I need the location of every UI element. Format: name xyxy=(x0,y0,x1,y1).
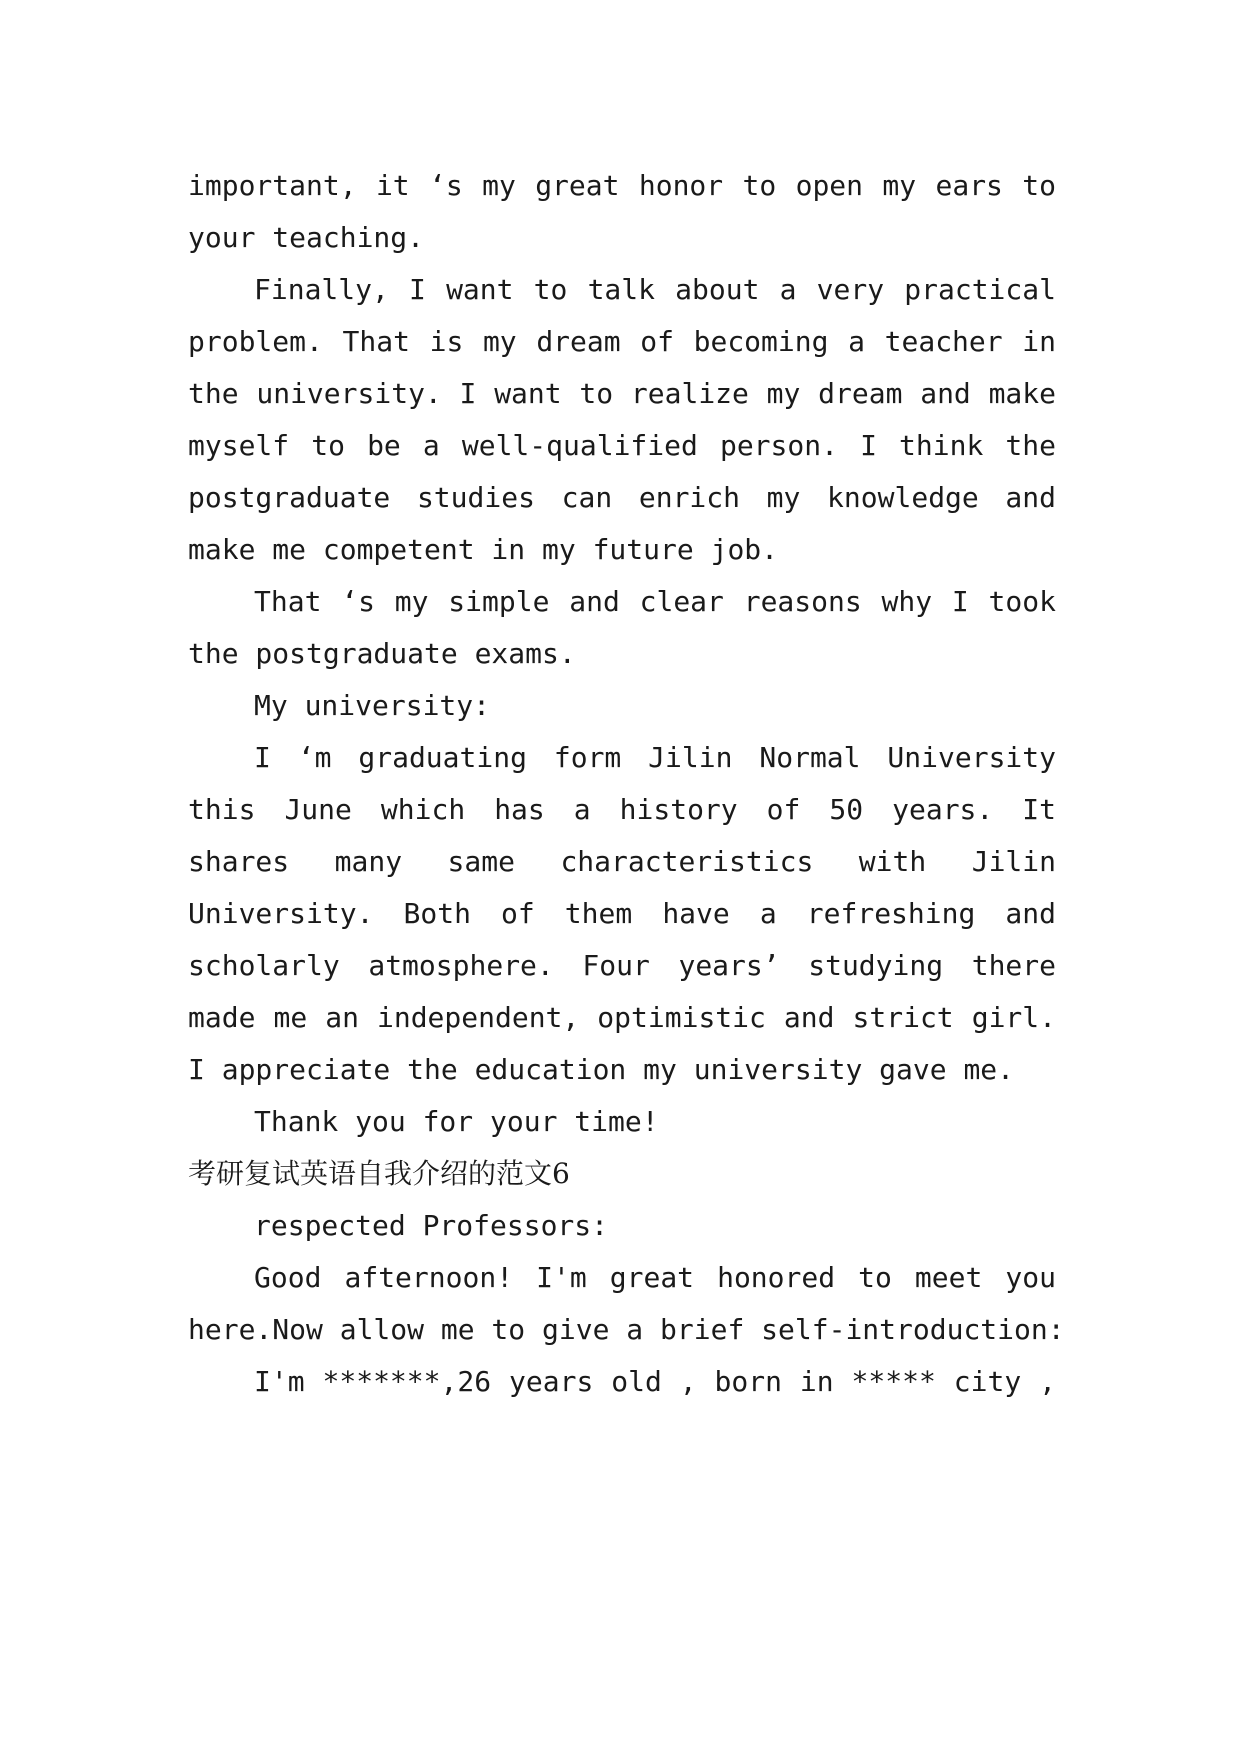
paragraph-line: problem. That is my dream of becoming a teacher in xyxy=(188,325,1056,358)
paragraph-line: I appreciate the education my university gave me. xyxy=(188,1053,1015,1086)
paragraph-line: That ‘s my simple and clear reasons why I took xyxy=(254,585,1056,618)
section-label: My university: xyxy=(254,689,491,722)
paragraph-line: Good afternoon! I'm great honored to meet you xyxy=(254,1261,1056,1294)
paragraph-line: scholarly atmosphere. Four years’ studying there xyxy=(188,949,1056,982)
paragraph-line: the university. I want to realize my dream and make xyxy=(188,377,1056,410)
paragraph-line: shares many same characteristics with Jilin xyxy=(188,845,1056,878)
closing-line: Thank you for your time! xyxy=(254,1105,659,1138)
paragraph-line: here.Now allow me to give a brief self-introduction: xyxy=(188,1313,1065,1346)
paragraph-line: made me an independent, optimistic and strict girl. xyxy=(188,1001,1056,1034)
salutation: respected Professors: xyxy=(254,1209,609,1242)
paragraph-line: I ‘m graduating form Jilin Normal University xyxy=(254,741,1056,774)
paragraph-line: this June which has a history of 50 years. It xyxy=(188,793,1056,826)
paragraph-line: Finally, I want to talk about a very practical xyxy=(254,273,1056,306)
paragraph-line: myself to be a well-qualified person. I think the xyxy=(188,429,1056,462)
paragraph-line: your teaching. xyxy=(188,221,425,254)
paragraph-line: important, it ‘s my great honor to open my ears to xyxy=(188,169,1056,202)
section-heading: 考研复试英语自我介绍的范文6 xyxy=(188,1157,570,1190)
paragraph-line: University. Both of them have a refreshing and xyxy=(188,897,1056,930)
paragraph-line: the postgraduate exams. xyxy=(188,637,576,670)
paragraph-line: postgraduate studies can enrich my knowledge and xyxy=(188,481,1056,514)
paragraph-line: I'm *******,26 years old , born in ***** city , xyxy=(254,1365,1056,1398)
paragraph-line: make me competent in my future job. xyxy=(188,533,779,566)
